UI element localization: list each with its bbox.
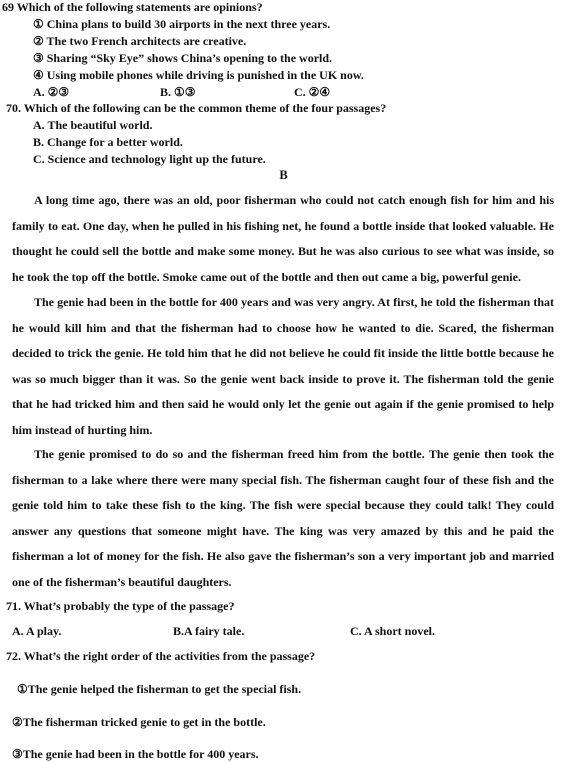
q71-option-b: B.A fairy tale. [173, 624, 245, 638]
q69-statement-4: ④ Using mobile phones while driving is punished in the UK now. [33, 68, 364, 82]
q70-option-c: C. Science and technology light up the future. [33, 152, 266, 166]
q69-statement-3: ③ Sharing “Sky Eye” shows China’s opening to the world. [33, 51, 333, 65]
q71-option-a: A. A play. [12, 624, 62, 638]
q72-stem: 72. What’s the right order of the activities from the passage? [6, 649, 316, 663]
q70-option-b: B. Change for a better world. [33, 135, 183, 149]
q69-statement-1: ① China plans to build 30 airports in the next three years. [33, 17, 331, 31]
q69-option-a: A. ②③ [33, 85, 70, 99]
q72-item-2: ②The fisherman tricked genie to get in the bottle. [12, 715, 266, 729]
q71-option-c: C. A short novel. [350, 624, 436, 638]
q71-stem: 71. What’s probably the type of the passage? [6, 599, 235, 613]
section-label: B [279, 168, 288, 182]
q72-item-3: ③The genie had been in the bottle for 400 years. [12, 747, 259, 761]
q70-option-a: A. The beautiful world. [33, 118, 153, 132]
passage-paragraph-1: A long time ago, there was an old, poor fisherman who could not catch enough fish for him and his family to eat. One day, when he pulled in his fishing net, he found a bottle inside that looked valuable. He thought he could sell the bottle and make some money. But he was also curious to see what was inside, so he took the top off the bottle. Smoke came out of the bottle and then out came a big, powerful genie. [12, 193, 554, 284]
q70-stem: 70. Which of the following can be the common theme of the four passages? [6, 101, 387, 115]
q72-item-1: ①The genie helped the fisherman to get the special fish. [17, 682, 302, 696]
q69-option-c: C. ②④ [294, 85, 331, 99]
passage-paragraph-3: The genie promised to do so and the fisherman freed him from the bottle. The genie then took the fisherman to a lake where there were many special fish. The fisherman caught four of these fish and the genie told him to take these fish to the king. The fish were special because they could talk! They could answer any questions that someone might have. The king was very amazed by this and he paid the fisherman a lot of money for the fish. He also gave the fisherman’s son a very important job and married one of the fisherman’s beautiful daughters. [12, 447, 554, 589]
q69-stem: 69 Which of the following statements are opinions? [2, 0, 263, 14]
q69-option-b: B. ①③ [160, 85, 196, 99]
q69-statement-2: ② The two French architects are creative. [33, 34, 247, 48]
passage-paragraph-2: The genie had been in the bottle for 400 years and was very angry. At first, he told the fisherman that he would kill him and that the fisherman had to choose how he wanted to die. Scared, the fisherman decided to trick the genie. He told him that he did not believe he could fit inside the little bottle because he was so much bigger than it was. So the genie went back inside to prove it. The fisherman told the genie that he had tricked him and then said he would only let the genie out again if the genie promised to help him instead of hurting him. [12, 295, 554, 437]
